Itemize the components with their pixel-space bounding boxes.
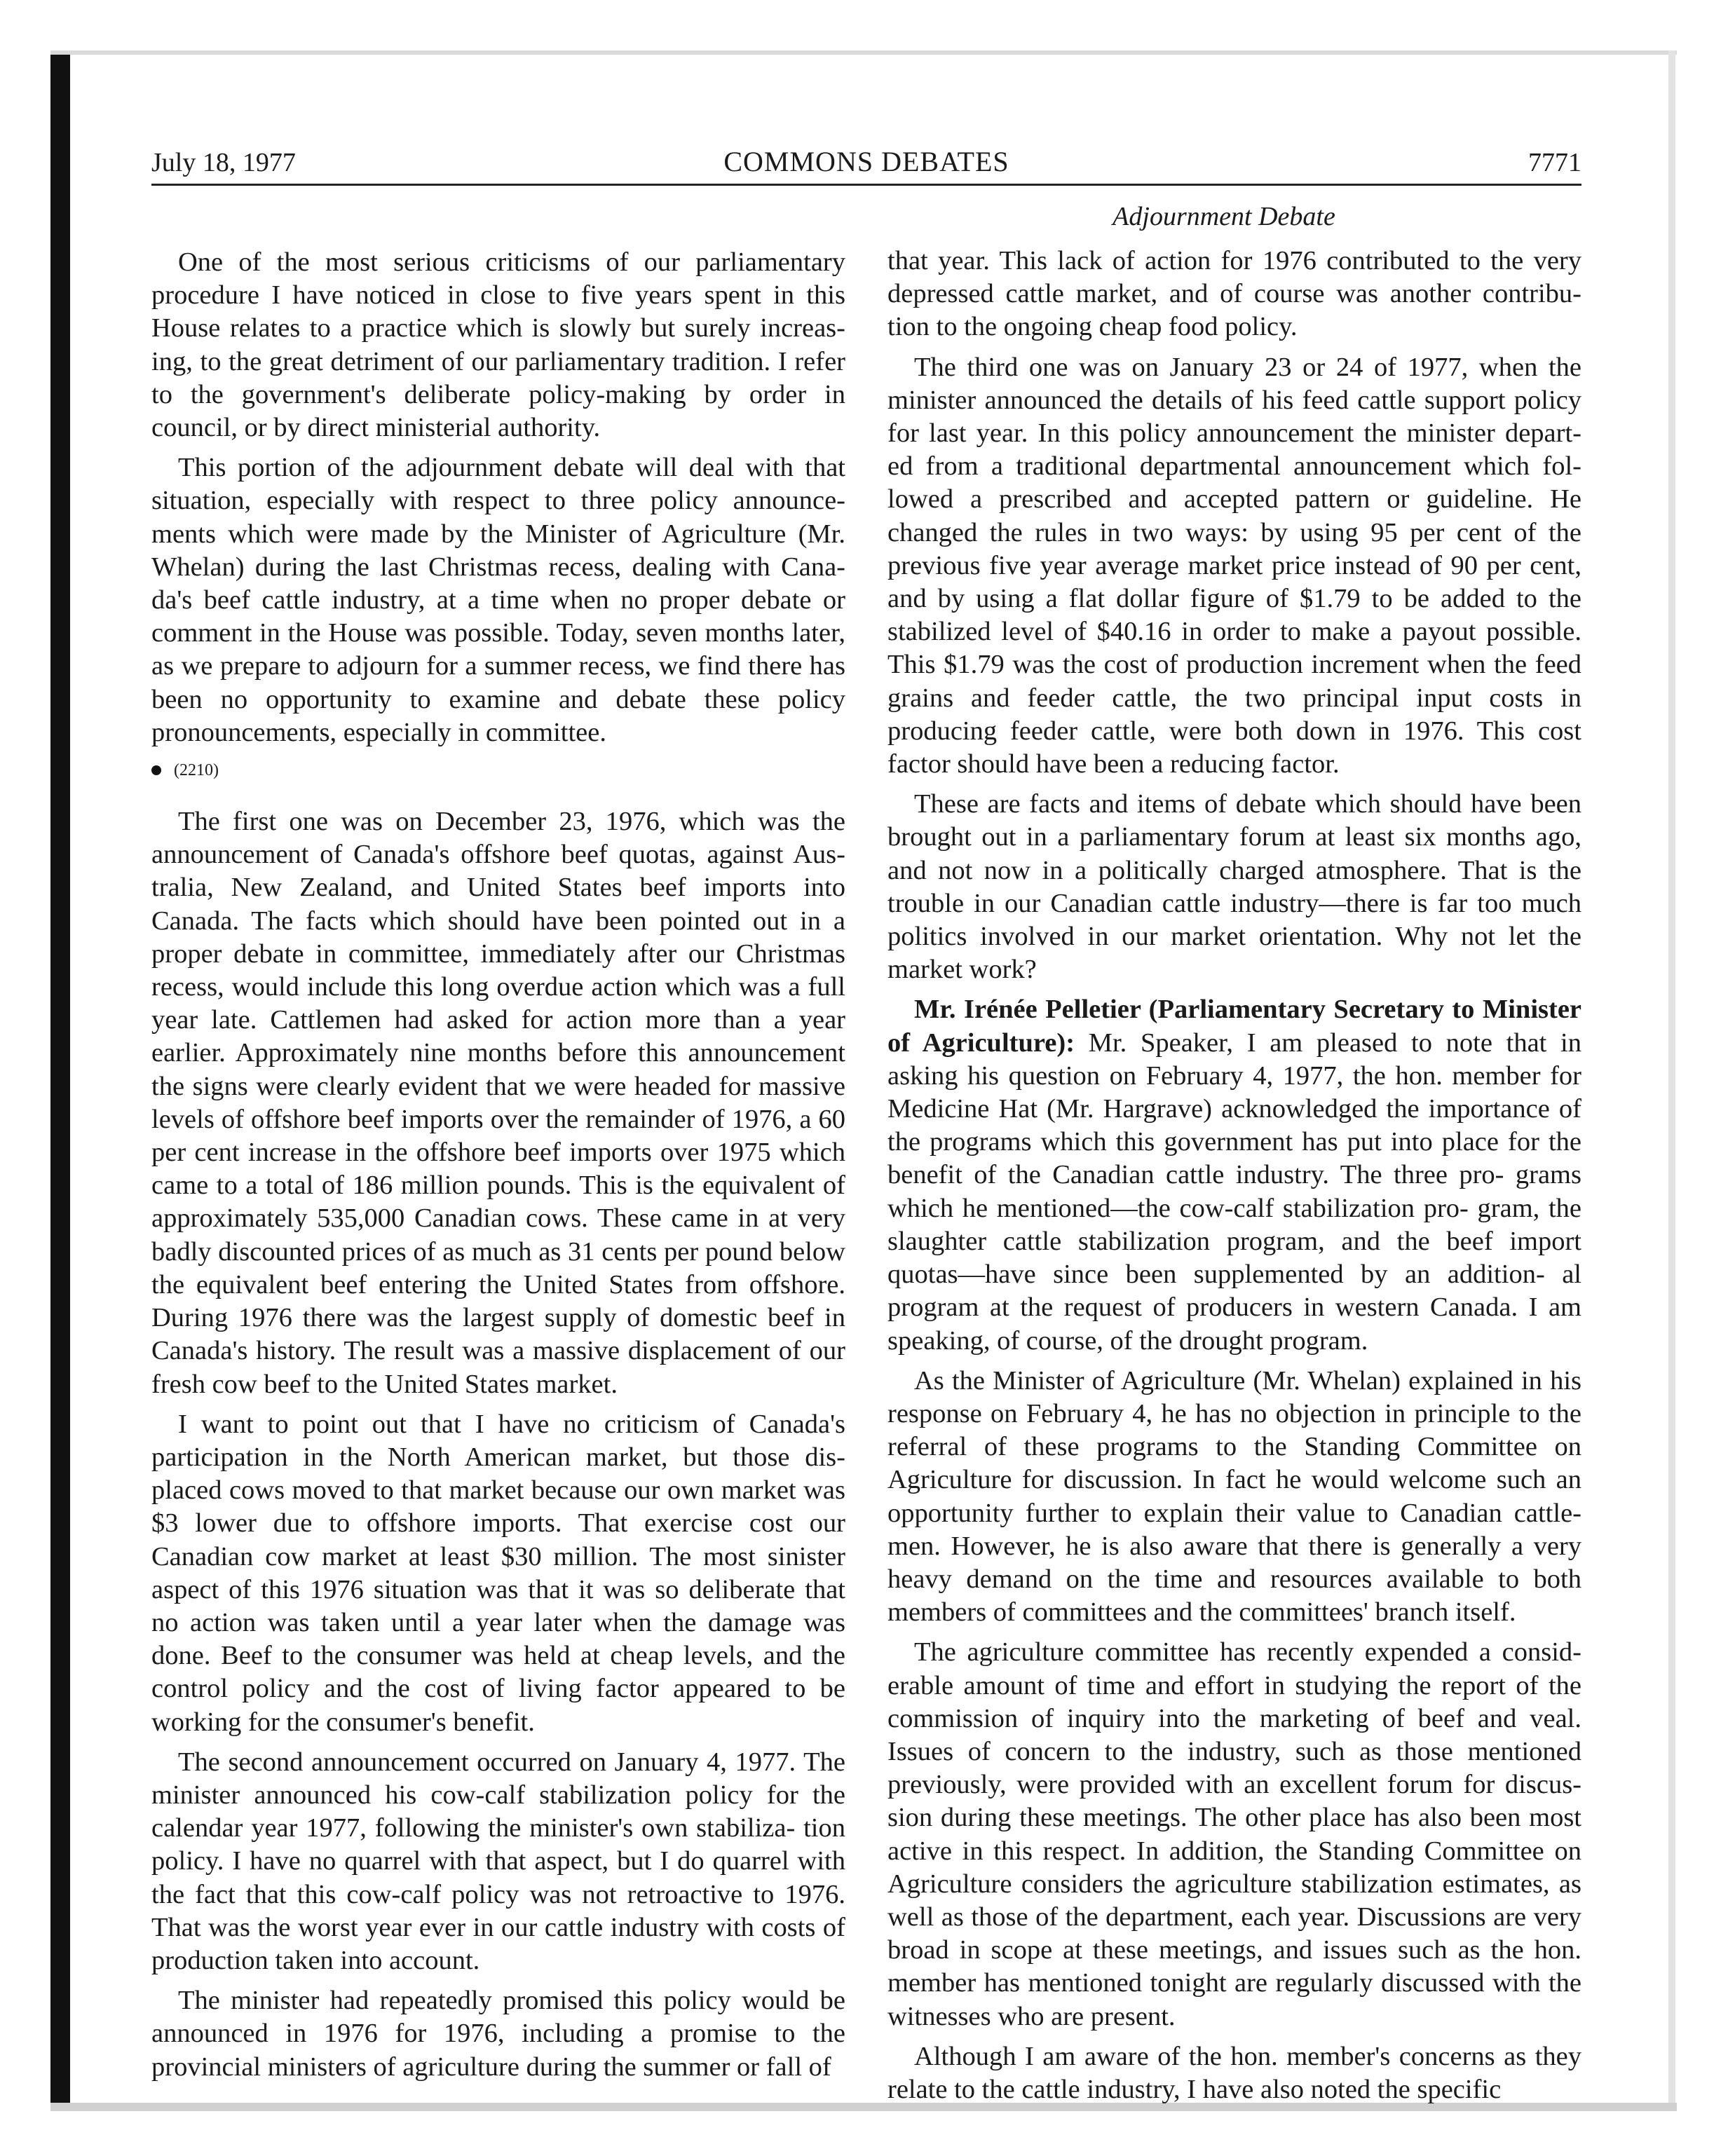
scan-border-top	[50, 50, 1677, 55]
right-paragraph-1: that year. This lack of action for 1976 contributed to the very depressed cattle market, and of course was another contribu- tion to the ongoing cheap food policy.	[887, 246, 1581, 342]
header-publication: COMMONS DEBATES	[723, 146, 1009, 177]
header-page-number: 7771	[1528, 148, 1581, 177]
scan-border-left	[50, 50, 70, 2111]
header-date: July 18, 1977	[151, 148, 296, 177]
timestamp-text: (2210)	[174, 761, 219, 780]
left-paragraph-3: The first one was on December 23, 1976, which was the announcement of Canada's offshore beef quotas, against Aus- tralia, New Zealand, and United States beef imports into Canada. The facts which should have been pointed out in a proper debate in committee, immediately after our Christmas recess, would include this long overdue action which was a full year late. Cattlemen had asked for action more than a year earlier. Approximately nine months before this announcement the signs were clearly evident that we were headed for massive levels of offshore beef imports over the remainder of 1976, a 60 per cent increase in the offshore beef imports over 1975 which came to a total of 186 million pounds. This is the equivalent of approximately 535,000 Canadian cows. These came in at very badly discounted prices of as much as 31 cents per pound below the equivalent beef entering the United States from offshore. During 1976 there was the largest supply of domestic beef in Canada's history. The result was a massive displacement of our fresh cow beef to the United States market.	[151, 807, 845, 1399]
text-columns	[151, 245, 1581, 2113]
timestamp-marker	[151, 759, 845, 782]
right-column	[887, 245, 1581, 2113]
right-paragraph-3: These are facts and items of debate which should have been brought out in a parliamentary forum at least six months ago, and not now in a politically charged atmosphere. That is the trouble in our Canadian cattle industry—there is far too much politics involved in our market orientation. Why not let the market work?	[887, 789, 1581, 985]
left-column	[151, 246, 845, 2113]
right-paragraph-4	[887, 993, 1581, 1357]
document-page	[151, 140, 1582, 2104]
left-paragraph-1: One of the most serious criticisms of our parliamentary procedure I have noticed in close to five years spent in this House relates to a practice which is slowly but surely increas- ing, to the great detriment of our parliamentary tradition. I refer to the government's deliberate policy-making by order in council, or by direct ministerial authority.	[151, 247, 845, 443]
bullet-icon	[151, 765, 161, 775]
section-title: Adjournment Debate	[1113, 202, 1335, 231]
left-paragraph-2: This portion of the adjournment debate will deal with that situation, especially with respect to three policy announce- ments which were made by the Minister of Agriculture (Mr. Whelan) during the last Christmas recess, dealing with Cana- da's beef cattle industry, at a time when no proper debate or comment in the House was possible. Today, seven months later, as we prepare to adjourn for a summer recess, we find there has been no opportunity to examine and debate these policy pronouncements, especially in committee.	[151, 453, 845, 747]
left-paragraph-6: The minister had repeatedly promised this policy would be announced in 1976 for 1976, including a promise to the provincial ministers of agriculture during the summer or fall of	[151, 1986, 845, 2082]
running-head	[151, 140, 1581, 186]
right-paragraph-5: As the Minister of Agriculture (Mr. Whelan) explained in his response on February 4, he has no objection in principle to the referral of these programs to the Standing Committee on Agriculture for discussion. In fact he would welcome such an opportunity further to explain their value to Canadian cattle- men. However, he is also aware that there is generally a very heavy demand on the time and resources available to both members of committees and the committees' branch itself.	[887, 1365, 1581, 1628]
speaker-name: Mr. Irénée Pelletier (Parliamentary Secretary to Minister of Agriculture):	[887, 995, 1581, 1058]
speaker-text: Mr. Speaker, I am pleased to note that in asking his question on February 4, 1977, the hon. member for Medicine Hat (Mr. Hargrave) acknowledged the importance of the programs which this government has put into place for the benefit of the Canadian cattle industry. The three pro- grams which he mentioned—the cow-calf stabilization pro- gram, the slaughter cattle stabilization program, and the beef import quotas—have since been supplemented by an addition- al program at the request of producers in western Canada. I am speaking, of course, of the drought program.	[887, 1028, 1582, 1356]
scan-border-right	[1668, 50, 1675, 2111]
left-paragraph-4: I want to point out that I have no criticism of Canada's participation in the North American market, but those dis- placed cows moved to that market because our own market was $3 lower due to offshore imports. That exercise cost our Canadian cow market at least $30 million. The most sinister aspect of this 1976 situation was that it was so deliberate that no action was taken until a year later when the damage was done. Beef to the consumer was held at cheap levels, and the control policy and the cost of living factor appeared to be working for the consumer's benefit.	[151, 1409, 845, 1737]
right-paragraph-7: Although I am aware of the hon. member's concerns as they relate to the cattle industry, I have also noted the specific	[887, 2041, 1581, 2104]
left-paragraph-5: The second announcement occurred on January 4, 1977. The minister announced his cow-calf stabilization policy for the calendar year 1977, following the minister's own stabiliza- tion policy. I have no quarrel with that aspect, but I do quarrel with the fact that this cow-calf policy was not retroactive to 1976. That was the worst year ever in our cattle industry with costs of production taken into account.	[151, 1747, 845, 1975]
right-paragraph-6: The agriculture committee has recently expended a consid- erable amount of time and effort in studying the report of the commission of inquiry into the marketing of beef and veal. Issues of concern to the industry, such as those mentioned previously, were provided with an excellent forum for discus- sion during these meetings. The other place has also been most active in this respect. In addition, the Standing Committee on Agriculture considers the agriculture stabilization estimates, as well as those of the department, each year. Discussions are very broad in scope at these meetings, and issues such as the hon. member has mentioned tonight are regularly discussed with the witnesses who are present.	[887, 1637, 1581, 2031]
right-paragraph-2: The third one was on January 23 or 24 of 1977, when the minister announced the details of his feed cattle support policy for last year. In this policy announcement the minister depart- ed from a traditional departmental announcement which fol- lowed a prescribed and accepted pattern or guideline. He changed the rules in two ways: by using 95 per cent of the previous five year average market price instead of 90 per cent, and by using a flat dollar figure of $1.79 to be added to the stabilized level of $40.16 in order to make a payout possible. This $1.79 was the cost of production increment when the feed grains and feeder cattle, the two principal input costs in producing feeder cattle, were both down in 1976. This cost factor should have been a reducing factor.	[887, 352, 1581, 779]
